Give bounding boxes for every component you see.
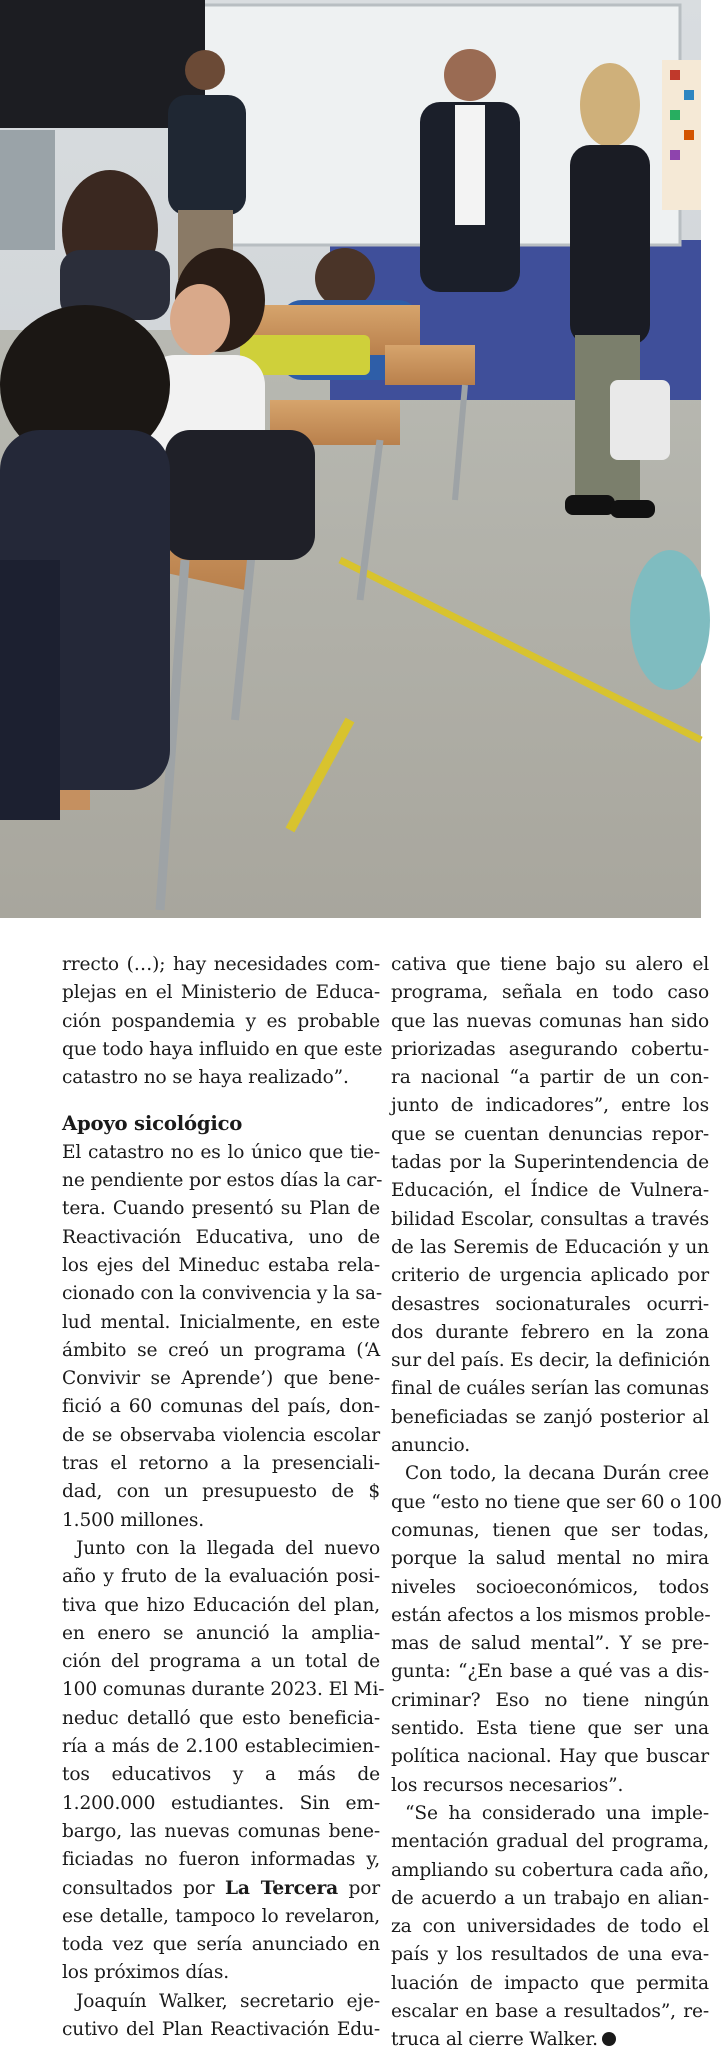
text-line: cionado con la convivencia y la sa- bbox=[62, 1283, 382, 1305]
text-line: que “esto no tiene que ser 60 o 100 bbox=[391, 1491, 722, 1513]
text-line: Educación, el Índice de Vulnera- bbox=[391, 1180, 709, 1202]
text-line: criterio de urgencia aplicado por bbox=[391, 1265, 709, 1287]
text-line: los ejes del Mineduc estaba rela- bbox=[62, 1254, 380, 1276]
article-column-2 bbox=[391, 951, 722, 2055]
classroom-illustration bbox=[0, 0, 701, 918]
text-line: ese detalle, tampoco lo revelaron, bbox=[62, 1905, 380, 1927]
text-line: neduc detalló que esto beneficia- bbox=[62, 1707, 380, 1729]
text-line: luación de impacto que permita bbox=[391, 1972, 709, 1994]
text-line: rrecto (…); hay necesidades com- bbox=[62, 954, 380, 975]
text-line: año y fruto de la evaluación posi- bbox=[62, 1566, 380, 1588]
text-line: Convivir se Aprende’) que bene- bbox=[62, 1368, 380, 1390]
text-line: 1.500 millones. bbox=[62, 1509, 204, 1531]
text-line: tiva que hizo Educación del plan, bbox=[62, 1594, 380, 1616]
publication-name: La Tercera bbox=[224, 1877, 339, 1899]
text-line: cutivo del Plan Reactivación Edu- bbox=[62, 2018, 380, 2040]
text-line: catastro no se haya realizado”. bbox=[62, 1067, 349, 1089]
text-line: plejas en el Ministerio de Educa- bbox=[62, 982, 380, 1004]
text-line: sentido. Esta tiene que ser una bbox=[391, 1718, 709, 1740]
text-line: ción pospandemia y es probable bbox=[62, 1010, 380, 1032]
text-line: Con todo, la decana Durán cree bbox=[405, 1463, 709, 1485]
text-line: Reactivación Educativa, uno de bbox=[62, 1226, 380, 1248]
text-line: fició a 60 comunas del país, don- bbox=[62, 1396, 380, 1418]
text-line: consultados por La Tercera por bbox=[62, 1877, 380, 1899]
text-line: los recursos necesarios”. bbox=[391, 1774, 624, 1796]
text-line: beneficiadas se zanjó posterior al bbox=[391, 1406, 709, 1428]
text-line: truca al cierre Walker. bbox=[391, 2026, 709, 2054]
text-line: ampliando su cobertura cada año, bbox=[391, 1859, 709, 1881]
text-line: programa, señala en todo caso bbox=[391, 982, 709, 1004]
text-line: mas de salud mental”. Y se pre- bbox=[391, 1633, 709, 1655]
text-line: que las nuevas comunas han sido bbox=[391, 1010, 709, 1032]
article-column-1 bbox=[62, 951, 385, 2044]
text-line: dos durante febrero en la zona bbox=[391, 1321, 709, 1343]
poster bbox=[662, 60, 701, 210]
text-line: tras el retorno a la presenciali- bbox=[62, 1453, 380, 1475]
text-line: comunas, tienen que ser todas, bbox=[391, 1519, 709, 1541]
bin bbox=[610, 380, 670, 460]
text-line: ficiadas no fueron informadas y, bbox=[62, 1849, 380, 1871]
text-line: en enero se anunció la amplia- bbox=[62, 1622, 380, 1644]
classroom-photo bbox=[0, 0, 701, 918]
text-line: tera. Cuando presentó su Plan de bbox=[62, 1198, 380, 1220]
text-line: El catastro no es lo único que tie- bbox=[62, 1141, 380, 1163]
text-line: política nacional. Hay que buscar bbox=[391, 1746, 709, 1768]
text-line: ría a más de 2.100 establecimien- bbox=[62, 1736, 380, 1758]
text-line: Joaquín Walker, secretario eje- bbox=[76, 1990, 380, 2012]
text-line: de las Seremis de Educación y un bbox=[391, 1236, 709, 1258]
text-line: que todo haya influido en que este bbox=[62, 1038, 383, 1060]
text-line: toda vez que sería anunciado en bbox=[62, 1934, 380, 1956]
text-line: ción del programa a un total de bbox=[62, 1651, 380, 1673]
text-line: tos educativos y a más de bbox=[62, 1764, 380, 1786]
section-heading: Apoyo sicológico bbox=[62, 1112, 243, 1136]
text-line: final de cuáles serían las comunas bbox=[391, 1378, 709, 1400]
text-line: ne pendiente por estos días la car- bbox=[62, 1170, 383, 1192]
text-line: cativa que tiene bajo su alero el bbox=[391, 954, 709, 975]
text-line: 1.200.000 estudiantes. Sin em- bbox=[62, 1792, 380, 1814]
text-line: desastres socionaturales ocurri- bbox=[391, 1293, 709, 1315]
text-line: niveles socioeconómicos, todos bbox=[391, 1576, 709, 1598]
text-line: junto de indicadores”, entre los bbox=[391, 1095, 709, 1117]
boy-foreground bbox=[0, 305, 170, 820]
text-line: “Se ha considerado una imple- bbox=[405, 1802, 709, 1824]
text-line: gunta: “¿En base a qué vas a dis- bbox=[391, 1661, 709, 1683]
text-line: 100 comunas durante 2023. El Mi- bbox=[62, 1679, 385, 1701]
text-line: bargo, las nuevas comunas bene- bbox=[62, 1820, 380, 1842]
text-line: priorizadas asegurando cobertu- bbox=[391, 1038, 709, 1060]
text-line: país y los resultados de una eva- bbox=[391, 1944, 709, 1966]
text-line: porque la salud mental no mira bbox=[391, 1548, 709, 1570]
text-line: dad, con un presupuesto de $ bbox=[62, 1481, 380, 1503]
text-line: anuncio. bbox=[391, 1435, 470, 1457]
text-line: Junto con la llegada del nuevo bbox=[76, 1537, 380, 1559]
paragraph-gap bbox=[62, 1092, 380, 1110]
end-of-article-icon bbox=[602, 2032, 616, 2046]
text-line: están afectos a los mismos proble- bbox=[391, 1604, 711, 1626]
text-line: que se cuentan denuncias repor- bbox=[391, 1123, 709, 1145]
article-body bbox=[0, 951, 722, 2051]
text-line: sur del país. Es decir, la definición bbox=[391, 1350, 710, 1372]
text-line: za con universidades de todo el bbox=[391, 1916, 709, 1938]
backpack bbox=[630, 550, 710, 690]
text-line: lud mental. Inicialmente, en este bbox=[62, 1311, 380, 1333]
text-line: de se observaba violencia escolar bbox=[62, 1424, 380, 1446]
text-line: ra nacional “a partir de un con- bbox=[391, 1067, 709, 1089]
text-line: mentación gradual del programa, bbox=[391, 1831, 709, 1853]
text-line: ámbito se creó un programa (‘A bbox=[62, 1339, 380, 1361]
text-line: bilidad Escolar, consultas a través bbox=[391, 1208, 709, 1230]
text-line: escalar en base a resultados”, re- bbox=[391, 2000, 709, 2022]
text-line: tadas por la Superintendencia de bbox=[391, 1152, 709, 1174]
text-line: los próximos días. bbox=[62, 1962, 229, 1984]
text-line: criminar? Eso no tiene ningún bbox=[391, 1689, 709, 1711]
text-line: de acuerdo a un trabajo en alian- bbox=[391, 1887, 709, 1909]
